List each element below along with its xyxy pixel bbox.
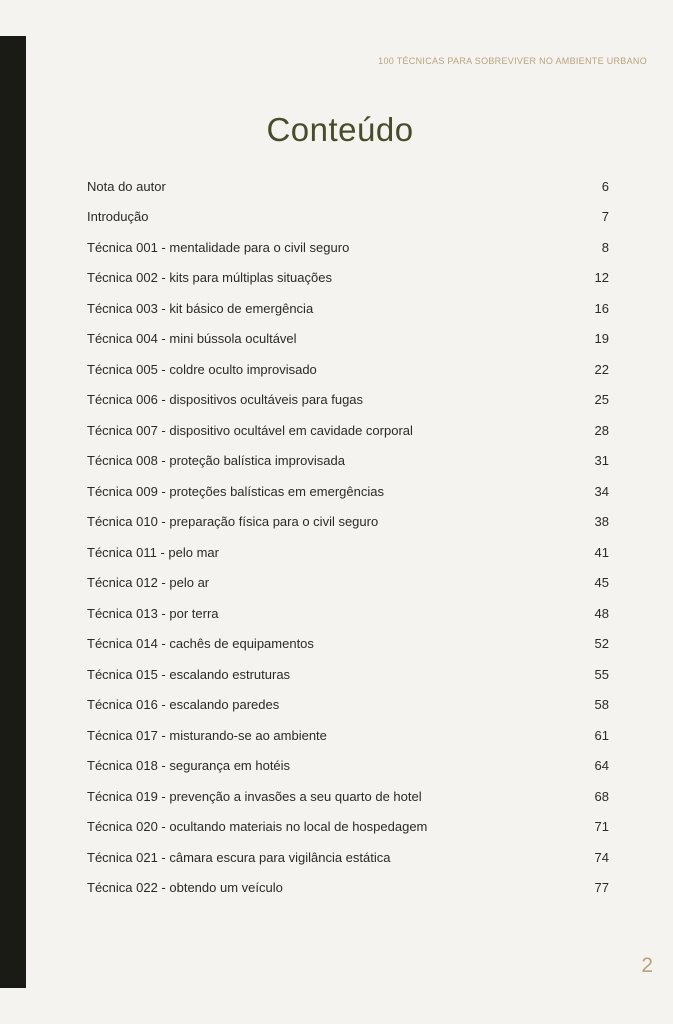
toc-entry-page: 77 [594,880,609,896]
toc-entry-title: Técnica 003 - kit básico de emergência [87,300,314,316]
toc-entry-title: Técnica 009 - proteções balísticas em emergências [87,483,384,499]
toc-entry-title: Técnica 015 - escalando estruturas [87,666,291,682]
toc-entry-title: Técnica 020 - ocultando materiais no local de hospedagem [87,819,428,835]
toc-entry-page: 6 [601,178,609,194]
toc-entry-page: 41 [594,544,609,560]
toc-entry-page: 12 [594,270,609,286]
toc-entry[interactable] [87,690,609,721]
toc-entry[interactable] [87,171,609,202]
toc-entry-title: Técnica 013 - por terra [87,605,219,621]
toc-entry-page: 58 [594,697,609,713]
page-title: Conteúdo [266,111,414,148]
toc-entry-title: Técnica 012 - pelo ar [87,575,210,591]
toc-entry[interactable] [87,263,609,294]
toc-entry-title: Introdução [87,209,149,225]
toc-entry[interactable] [87,659,609,690]
toc-entry-title: Técnica 016 - escalando paredes [87,697,280,713]
toc-entry-page: 8 [601,239,609,255]
toc-entry-title: Técnica 004 - mini bússola ocultável [87,331,297,347]
toc-entry[interactable] [87,446,609,477]
toc-entry-page: 55 [594,666,609,682]
toc-entry-title: Técnica 008 - proteção balística improvisada [87,453,345,469]
toc-entry[interactable] [87,324,609,355]
toc-entry-page: 45 [594,575,609,591]
toc-entry[interactable] [87,751,609,782]
toc-entry-title: Técnica 002 - kits para múltiplas situações [87,270,332,286]
toc-entry-title: Técnica 022 - obtendo um veículo [87,880,283,896]
toc-entry[interactable] [87,873,609,904]
toc-entry[interactable] [87,720,609,751]
toc-entry-title: Técnica 007 - dispositivo ocultável em cavidade corporal [87,422,413,438]
toc-entry-page: 31 [594,453,609,469]
table-of-contents [87,171,609,903]
toc-entry[interactable] [87,537,609,568]
toc-entry-title: Técnica 001 - mentalidade para o civil seguro [87,239,350,255]
page-spine-bar [0,36,26,988]
page-number: 2 [641,954,653,977]
toc-entry-page: 25 [594,392,609,408]
toc-entry-page: 64 [594,758,609,774]
toc-entry-page: 34 [594,483,609,499]
toc-entry[interactable] [87,385,609,416]
toc-entry[interactable] [87,812,609,843]
toc-entry-title: Técnica 018 - segurança em hotéis [87,758,291,774]
toc-entry-title: Técnica 006 - dispositivos ocultáveis para fugas [87,392,364,408]
toc-entry[interactable] [87,781,609,812]
toc-entry[interactable] [87,476,609,507]
toc-entry-title: Técnica 010 - preparação física para o civil seguro [87,514,379,530]
toc-entry-page: 19 [594,331,609,347]
toc-entry-title: Técnica 014 - cachês de equipamentos [87,636,314,652]
toc-entry[interactable] [87,202,609,233]
toc-entry[interactable] [87,293,609,324]
toc-entry-title: Técnica 005 - coldre oculto improvisado [87,361,317,377]
toc-entry-page: 22 [594,361,609,377]
toc-entry-page: 52 [594,636,609,652]
toc-entry-page: 61 [594,727,609,743]
toc-entry[interactable] [87,842,609,873]
toc-entry[interactable] [87,507,609,538]
toc-entry-page: 7 [601,209,609,225]
toc-entry-title: Técnica 021 - câmara escura para vigilância estática [87,849,391,865]
toc-entry-page: 28 [594,422,609,438]
toc-entry[interactable] [87,568,609,599]
toc-entry-title: Técnica 017 - misturando-se ao ambiente [87,727,327,743]
toc-entry[interactable] [87,415,609,446]
toc-entry[interactable] [87,629,609,660]
toc-entry-page: 74 [594,849,609,865]
toc-entry-title: Nota do autor [87,178,166,194]
running-header: 100 TÉCNICAS PARA SOBREVIVER NO AMBIENTE URBANO [378,56,647,66]
toc-entry[interactable] [87,354,609,385]
toc-entry[interactable] [87,598,609,629]
toc-entry-page: 71 [594,819,609,835]
toc-entry-page: 48 [594,605,609,621]
toc-entry-page: 16 [594,300,609,316]
toc-entry-page: 68 [594,788,609,804]
toc-entry-title: Técnica 011 - pelo mar [87,544,219,560]
toc-entry[interactable] [87,232,609,263]
toc-entry-title: Técnica 019 - prevenção a invasões a seu quarto de hotel [87,788,422,804]
toc-entry-page: 38 [594,514,609,530]
